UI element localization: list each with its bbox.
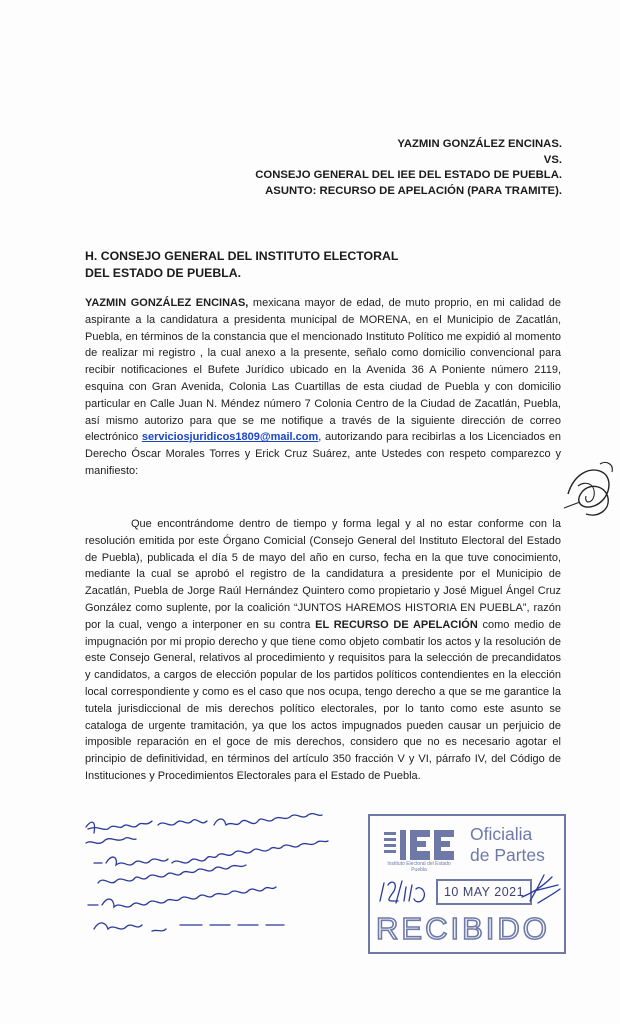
intro-paragraph <box>85 295 561 480</box>
received-status: RECIBIDO <box>376 911 550 946</box>
reception-stamp <box>368 814 566 954</box>
handwritten-receipt-note <box>84 813 374 953</box>
body-paragraph <box>85 516 561 785</box>
initials-signature <box>520 871 564 907</box>
addressee-line-1: H. CONSEJO GENERAL DEL INSTITUTO ELECTORAL <box>85 249 399 263</box>
case-header <box>255 137 562 199</box>
petitioner-name: YAZMIN GONZÁLEZ ENCINAS, <box>85 297 249 309</box>
plaintiff-name: YAZMIN GONZÁLEZ ENCINAS. <box>397 138 562 150</box>
defendant-name: CONSEJO GENERAL DEL IEE DEL ESTADO DE PUEBLA. <box>255 169 562 182</box>
stamp-title <box>470 824 545 866</box>
handwritten-time <box>376 875 430 905</box>
addressee <box>85 248 398 281</box>
versus-label: VS. <box>543 153 562 166</box>
body-text-b: como medio de impugnación por mi propio derecho y que tiene como objeto combatir los actos y la resolución de este Consejo General, relativos al procedimiento y requisitos para la selección de precandidatos y candidatos, a cargos de elección popular de los partidos políticos contendientes en la elección local correspondiente y como es el caso que nos ocupa, tengo derecho a que se me garantice la tutela jurisdiccional de mis derechos político electorales, por lo tanto como este asunto se cataloga de urgente tramitación, ya que los actos impugnados pueden causar un perjuicio de imposible reparación en el goce de mis derechos, considero que no es necesario agotar el principio de definitividad, en términos del artículo 350 fracción V y VI, párrafo IV, del Código de Instituciones y Procedimientos Electorales para el Estado de Puebla. <box>85 618 562 782</box>
stamp-header <box>370 816 564 878</box>
intro-text-a: mexicana mayor de edad, de muto proprio, en mi calidad de aspirante a la candidatura a presidenta municipal de MORENA, en el Municipio de Zacatlán, Puebla, en términos de la constancia que el mencionado Instituto Político me expidió al momento de realizar mi registro , la cual anexo a la presente, señalo como domicilio convencional para recibir notificaciones el Bufete Jurídico ubicado en la Avenida 36 A Poniente número 2119, esquina con Gran Avenida, Colonia Las Cuartillas de esta ciudad de Puebla y con domicilio particular en Calle Juan N. Méndez número 7 Colonia Centro de la Ciudad de Zacatlán, Puebla, así mismo autorizo para que se me notifique a través de la siguiente dirección de correo electrónico <box>85 297 561 444</box>
stamp-title-line-1: Oficialia <box>470 824 533 844</box>
email-link[interactable]: serviciosjuridicos1809@mail.com <box>141 431 319 444</box>
appeal-title: EL RECURSO DE APELACIÓN <box>315 618 478 631</box>
received-date: 10 MAY 2021 <box>436 879 532 905</box>
intro-text-b: , autorizando para recibirlas a los Licenciados en Derecho Óscar Morales Torres y Erick Cruz Suárez, ante Ustedes con respeto comparezco y manifiesto: <box>85 431 561 477</box>
body-text-a: Que encontrándome dentro de tiempo y forma legal y al no estar conforme con la resolución emitida por este Órgano Comicial (Consejo General del Instituto Electoral del Estado de Puebla), publicada el día 5 de mayo del año en curso, fecha en la que tuve conocimiento, mediante la cual se aprobó el registro de la candidatura a presidente por el Municipio de Zacatlán, Puebla de Jorge Raúl Hernández Quintero como propietario y José Miguel Ángel Cruz González como suplente, por la coalición “JUNTOS HAREMOS HISTORIA EN PUEBLA”, razón por la cual, vengo a interponer en su contra <box>85 518 561 631</box>
subject-line: ASUNTO: RECURSO DE APELACIÓN (PARA TRAMITE). <box>265 184 562 197</box>
stamp-title-line-2: de Partes <box>470 845 545 865</box>
addressee-line-2: DEL ESTADO DE PUEBLA. <box>85 265 242 280</box>
stamp-date-row <box>370 879 564 909</box>
logo-subtext: Instituto Electoral del Estado Puebla <box>387 861 451 873</box>
margin-signature <box>560 456 620 526</box>
